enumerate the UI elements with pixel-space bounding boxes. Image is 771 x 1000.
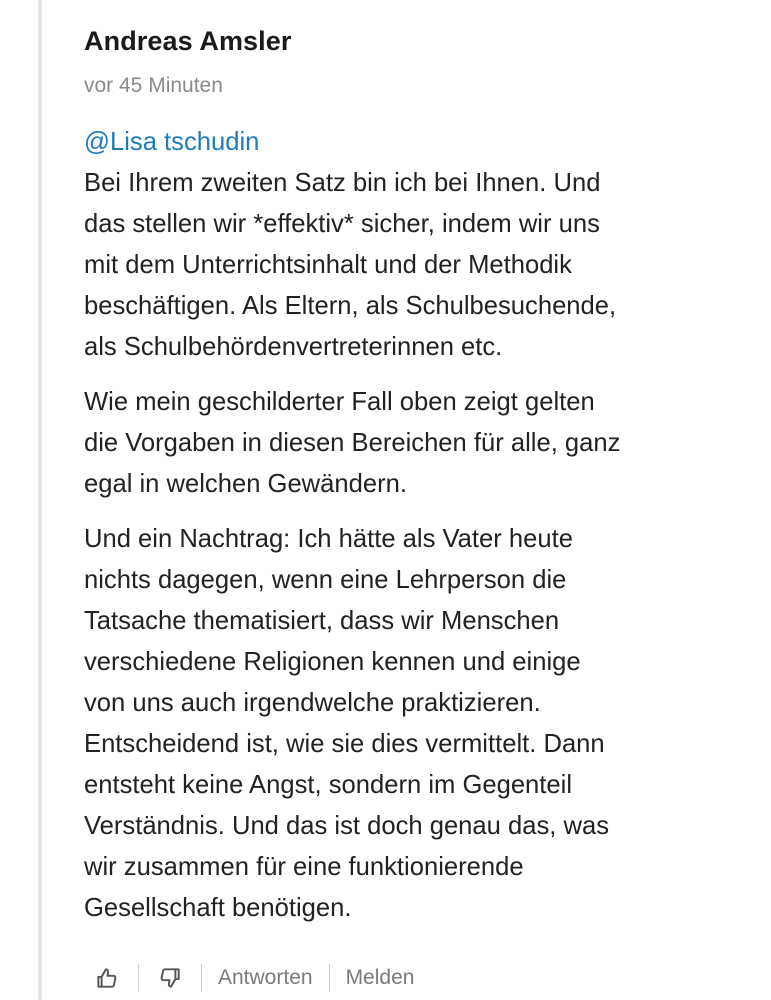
report-button[interactable]: Melden xyxy=(345,966,415,989)
action-separator xyxy=(329,964,330,992)
dislike-button[interactable] xyxy=(147,958,193,998)
mention-link[interactable]: @Lisa tschudin xyxy=(84,128,260,156)
action-separator xyxy=(138,964,139,992)
like-button[interactable] xyxy=(84,958,130,998)
comment-paragraph-2: Wie mein geschilderter Fall oben zeigt gelten die Vorgaben in diesen Bereichen für alle, ganz egal in welchen Gewändern. xyxy=(84,388,621,498)
thread-line xyxy=(38,0,42,1000)
comment-timestamp: vor 45 Minuten xyxy=(84,74,223,97)
reply-button[interactable]: Antworten xyxy=(218,966,313,989)
comment-paragraph-1: Bei Ihrem zweiten Satz bin ich bei Ihnen. Und das stellen wir *effektiv* sicher, indem wir uns mit dem Unterrichtsinhalt und der Methodik beschäftigen. Als Eltern, als Schulbesuchende, als Schulbehördenvertreterinnen etc. xyxy=(84,169,617,361)
comment-paragraph-3: Und ein Nachtrag: Ich hätte als Vater heute nichts dagegen, wenn eine Lehrperson die Tatsache thematisiert, dass wir Menschen verschiedene Religionen kennen und einige von uns auch irgendwelche praktizieren. Entscheidend ist, wie sie dies vermittelt. Dann entsteht keine Angst, sondern im Gegenteil Verständnis. Und das ist doch genau das, was wir zusammen für eine funktionierende Gesellschaft benötigen. xyxy=(84,525,609,922)
thumbs-up-icon xyxy=(94,965,120,991)
comment-body xyxy=(84,122,744,929)
comment-actions xyxy=(84,958,422,998)
action-separator xyxy=(201,964,202,992)
thumbs-down-icon xyxy=(157,965,183,991)
comment-author[interactable]: Andreas Amsler xyxy=(84,26,292,56)
